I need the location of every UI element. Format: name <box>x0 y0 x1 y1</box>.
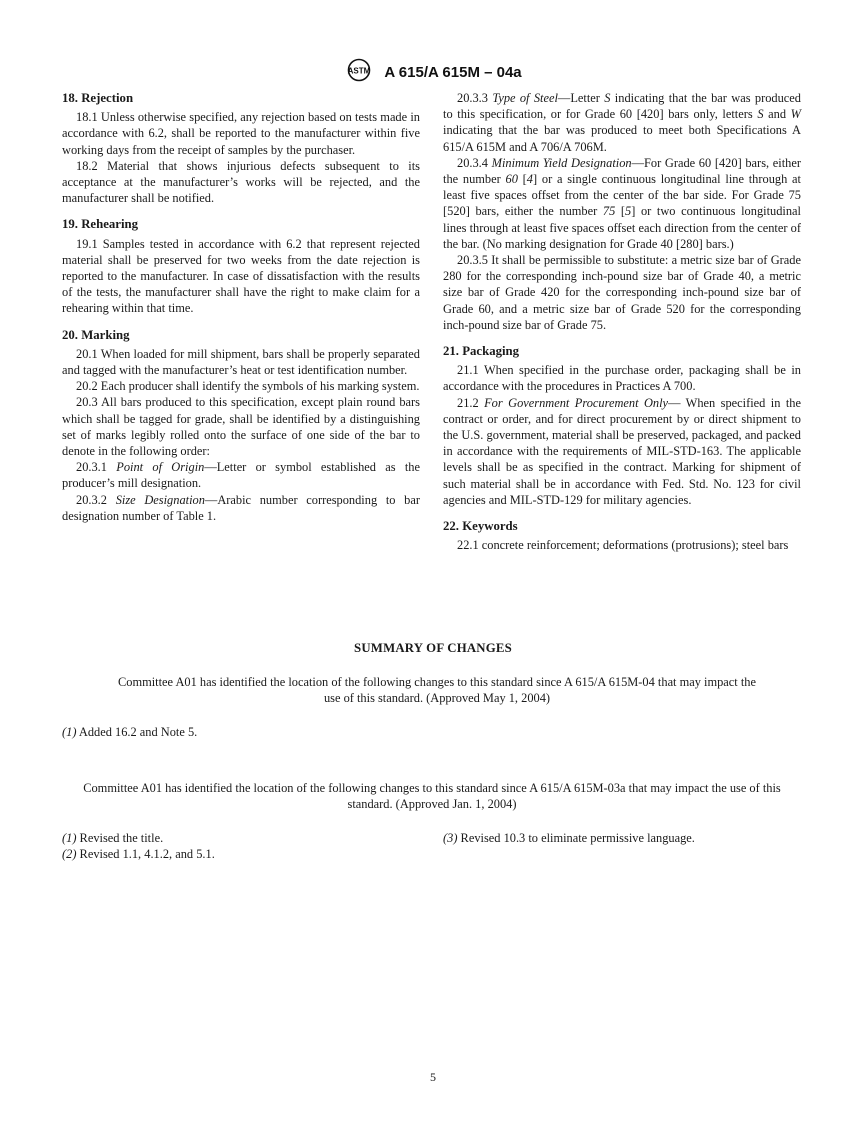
change-column-left <box>62 830 422 862</box>
section-19-heading: 19. Rehearing <box>62 217 139 232</box>
summary-intro-1: Committee A01 has identified the location of the following changes to this standard since A 615/A 615M-04 that may impact the use of this standard. (Approved May 1, 2004) <box>117 675 756 706</box>
section-21-heading: 21. Packaging <box>443 344 520 359</box>
document-designation: A 615/A 615M – 04a <box>384 64 522 81</box>
paragraph-20-3: 20.3 All bars produced to this specification, except plain round bars which shall be tagged for grade, shall be identified by a distinguishing set of marks legibly rolled onto the surface of one side of the bar to denote in the following order: <box>62 395 420 459</box>
paragraph-20-3-1: 20.3.1 Point of Origin—Letter or symbol established as the producer’s mill designation. <box>62 460 420 491</box>
summary-of-changes-heading: SUMMARY OF CHANGES <box>354 641 512 655</box>
paragraph-18-1: 18.1 Unless otherwise specified, any rejection based on tests made in accordance with 6.2, shall be reported to the manufacturer within five working days from the receipt of samples by the purchaser. <box>62 110 420 157</box>
change-column-right <box>443 830 803 846</box>
list-item: (1) Revised the title. <box>62 831 164 845</box>
list-item: (3) Revised 10.3 to eliminate permissive language. <box>443 831 695 845</box>
paragraph-20-2: 20.2 Each producer shall identify the symbols of his marking system. <box>76 379 420 394</box>
summary-change-list-1 <box>62 724 802 740</box>
paragraph-19-1: 19.1 Samples tested in accordance with 6.2 that represent rejected material shall be preserved for two weeks from the date rejection is reported to the manufacturer. In case of dissatisfaction with the results of the tests, the manufacturer shall have the right to make claim for a rehearing within that time. <box>62 236 420 316</box>
paragraph-20-3-3: 20.3.3 Type of Steel—Letter S indicating that the bar was produced to this specification, or for Grade 60 [420] bars only, letters S and W indicating that the bar was produced to meet both Specifications A 615/A 615M and A 706/A 706M. <box>443 91 801 154</box>
paragraph-20-3-4: 20.3.4 Minimum Yield Designation—For Grade 60 [420] bars, either the number 60 [4] or a single continuous longitudinal line through at least five spaces offset from the center of the bar side. For Grade 75 [520] bars, either the number 75 [5] or two continuous longitudinal lines through at least five spaces offset each direction from the center of the bar. (No marking designation for Grade 40 [280] bars.) <box>443 155 801 251</box>
summary-intro-2: Committee A01 has identified the location of the following changes to this standard since A 615/A 615M-03a that may impact the use of this standard. (Approved Jan. 1, 2004) <box>83 781 781 812</box>
svg-text:ASTM: ASTM <box>348 66 371 76</box>
list-item: (2) Revised 1.1, 4.1.2, and 5.1. <box>62 847 215 862</box>
page-header <box>0 58 866 87</box>
paragraph-21-2: 21.2 For Government Procurement Only— When specified in the contract or order, and for direct procurement by or direct shipment to the U.S. government, material shall be preserved, packaged, and packed in accordance with the requirements of MIL-STD-163. The applicable levels shall be as specified in the contract. Marking for shipment of such material shall be in accordance with Fed. Std. No. 123 for civil agencies and MIL-STD-129 for military agencies. <box>443 395 801 507</box>
paragraph-20-1: 20.1 When loaded for mill shipment, bars shall be properly separated and tagged with the manufacturer’s heat or test identification number. <box>62 346 420 378</box>
paragraph-21-1: 21.1 When specified in the purchase order, packaging shall be in accordance with the procedures in Practices A 700. <box>443 363 801 394</box>
section-20-heading: 20. Marking <box>62 327 130 342</box>
astm-logo-icon <box>344 58 374 87</box>
paragraph-20-3-2: 20.3.2 Size Designation—Arabic number corresponding to bar designation number of Table 1. <box>62 492 420 523</box>
paragraph-20-3-5: 20.3.5 It shall be permissible to substitute: a metric size bar of Grade 280 for the corresponding inch-pound size bar of Grade 40, a metric size bar of Grade 420 for the corresponding inch-pound size bar of Grade 60, and a metric size bar of Grade 520 for the corresponding inch-pound size bar of Grade 75. <box>443 253 801 332</box>
section-22-heading: 22. Keywords <box>443 519 518 534</box>
left-column <box>62 90 420 524</box>
section-18-heading: 18. Rejection <box>62 91 134 105</box>
paragraph-18-2: 18.2 Material that shows injurious defects subsequent to its acceptance at the manufacturer’s works will be rejected, and the manufacturer shall be notified. <box>62 158 420 206</box>
page-number: 5 <box>430 1070 436 1084</box>
paragraph-22-1: 22.1 concrete reinforcement; deformations (protrusions); steel bars <box>457 538 789 553</box>
change-text: Added 16.2 and Note 5. <box>76 725 198 739</box>
change-number: (1) <box>62 725 77 739</box>
right-column <box>443 90 801 553</box>
